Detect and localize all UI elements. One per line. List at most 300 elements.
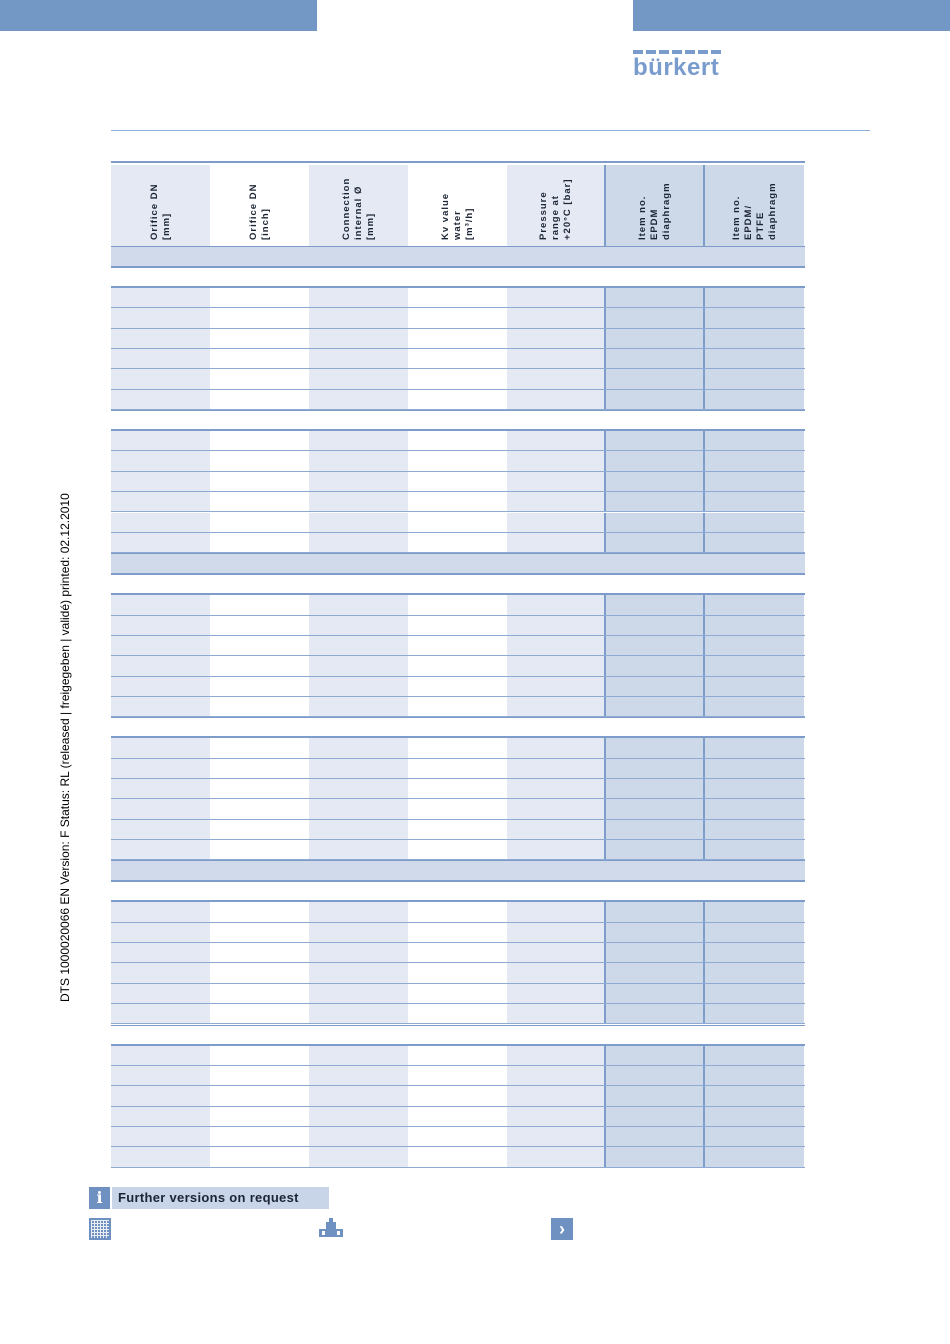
header-rule — [111, 130, 870, 131]
table-cell — [507, 697, 606, 716]
table-cell — [705, 1066, 804, 1085]
table-cell — [507, 1004, 606, 1023]
info-icon: i — [89, 1187, 110, 1209]
table-row — [111, 288, 805, 308]
table-row — [111, 677, 805, 697]
table-cell — [507, 840, 606, 859]
table-cell — [210, 1147, 309, 1166]
table-cell — [507, 1147, 606, 1166]
table-cell — [606, 595, 705, 614]
table-row — [111, 902, 805, 922]
table-cell — [111, 1147, 210, 1166]
table-cell — [507, 1086, 606, 1105]
table-cell — [705, 595, 804, 614]
table-cell — [210, 308, 309, 327]
table-cell — [507, 738, 606, 757]
table-cell — [210, 1046, 309, 1065]
table-cell — [111, 820, 210, 839]
table-cell — [507, 308, 606, 327]
table-cell — [507, 472, 606, 491]
table-cell — [111, 595, 210, 614]
table-cell — [705, 1086, 804, 1105]
table-cell — [606, 1046, 705, 1065]
logo-text: bürkert — [633, 54, 720, 81]
table-cell — [705, 902, 804, 921]
table-cell — [408, 492, 507, 511]
table-cell — [210, 1066, 309, 1085]
table-cell — [408, 1046, 507, 1065]
section-header-row — [111, 860, 805, 881]
table-cell — [309, 329, 408, 348]
table-cell — [111, 697, 210, 716]
table-cell — [507, 799, 606, 818]
table-cell — [111, 943, 210, 962]
table-row — [111, 738, 805, 758]
table-cell — [507, 492, 606, 511]
table-cell — [210, 738, 309, 757]
top-bar-left — [0, 0, 317, 31]
table-cell — [309, 431, 408, 450]
table-cell — [408, 1066, 507, 1085]
table-cell — [111, 369, 210, 388]
table-cell — [507, 349, 606, 368]
table-row — [111, 697, 805, 717]
table-cell — [408, 288, 507, 307]
table-cell — [309, 840, 408, 859]
table-cell — [309, 616, 408, 635]
table-cell — [705, 616, 804, 635]
subsection-row — [111, 1025, 805, 1046]
table-cell — [705, 533, 804, 552]
table-cell — [210, 902, 309, 921]
table-cell — [408, 1127, 507, 1146]
table-cell — [309, 799, 408, 818]
table-cell — [309, 1127, 408, 1146]
subsection-row — [111, 574, 805, 595]
table-cell — [705, 840, 804, 859]
table-cell — [705, 738, 804, 757]
column-header-label: Orifice DN [mm] — [148, 183, 172, 240]
table-cell — [309, 759, 408, 778]
section-header-row — [111, 553, 805, 574]
table-cell — [705, 636, 804, 655]
table-cell — [309, 308, 408, 327]
table-cell — [408, 902, 507, 921]
table-cell — [309, 472, 408, 491]
subsection-row — [111, 717, 805, 738]
table-row — [111, 533, 805, 553]
table-cell — [507, 451, 606, 470]
table-cell — [210, 963, 309, 982]
table-cell — [705, 943, 804, 962]
table-cell — [606, 984, 705, 1003]
table-row — [111, 820, 805, 840]
table-cell — [705, 1004, 804, 1023]
table-cell — [309, 513, 408, 532]
table-cell — [111, 533, 210, 552]
table-cell — [507, 963, 606, 982]
table-row — [111, 1004, 805, 1024]
table-cell — [111, 349, 210, 368]
table-cell — [309, 963, 408, 982]
table-cell — [210, 329, 309, 348]
table-cell — [606, 820, 705, 839]
table-row — [111, 451, 805, 471]
table-cell — [210, 840, 309, 859]
table-cell — [606, 616, 705, 635]
table-cell — [408, 451, 507, 470]
table-cell — [408, 1004, 507, 1023]
subsection-row — [111, 410, 805, 431]
table-cell — [606, 943, 705, 962]
table-cell — [111, 288, 210, 307]
table-row — [111, 308, 805, 328]
table-row — [111, 759, 805, 779]
table-cell — [210, 451, 309, 470]
table-cell — [507, 616, 606, 635]
table-row — [111, 1046, 805, 1066]
table-cell — [309, 595, 408, 614]
table-row — [111, 431, 805, 451]
table-cell — [111, 923, 210, 942]
table-cell — [408, 595, 507, 614]
table-cell — [606, 840, 705, 859]
table-cell — [705, 820, 804, 839]
table-cell — [408, 329, 507, 348]
table-cell — [705, 329, 804, 348]
table-cell — [705, 799, 804, 818]
table-cell — [210, 1004, 309, 1023]
table-cell — [309, 1147, 408, 1166]
table-cell — [606, 1107, 705, 1126]
table-cell — [408, 513, 507, 532]
table-cell — [705, 308, 804, 327]
table-cell — [309, 1046, 408, 1065]
table-cell — [507, 288, 606, 307]
table-cell — [606, 1127, 705, 1146]
table-cell — [408, 759, 507, 778]
table-cell — [309, 1086, 408, 1105]
table-row — [111, 779, 805, 799]
table-cell — [111, 779, 210, 798]
table-cell — [705, 656, 804, 675]
table-cell — [210, 697, 309, 716]
table-row — [111, 1086, 805, 1106]
table-cell — [606, 902, 705, 921]
table-cell — [111, 329, 210, 348]
table-row — [111, 329, 805, 349]
table-cell — [408, 533, 507, 552]
note-bar — [112, 1187, 329, 1209]
table-cell — [309, 984, 408, 1003]
table-cell — [606, 677, 705, 696]
table-cell — [210, 656, 309, 675]
table-cell — [705, 779, 804, 798]
table-cell — [309, 636, 408, 655]
table-cell — [408, 636, 507, 655]
table-cell — [705, 759, 804, 778]
table-cell — [111, 1127, 210, 1146]
table-cell — [408, 1147, 507, 1166]
table-cell — [210, 492, 309, 511]
table-cell — [210, 616, 309, 635]
table-row — [111, 963, 805, 983]
table-row — [111, 472, 805, 492]
table-row — [111, 349, 805, 369]
table-cell — [408, 431, 507, 450]
table-cell — [408, 677, 507, 696]
table-cell — [606, 390, 705, 409]
section-header-row — [111, 246, 805, 267]
column-header — [408, 165, 507, 246]
table-cell — [111, 1086, 210, 1105]
table-cell — [309, 656, 408, 675]
table-cell — [507, 984, 606, 1003]
product-table — [111, 161, 805, 1163]
table-cell — [606, 369, 705, 388]
table-cell — [408, 349, 507, 368]
table-cell — [210, 943, 309, 962]
burkert-logo — [633, 50, 723, 84]
table-cell — [408, 390, 507, 409]
table-cell — [705, 984, 804, 1003]
table-cell — [111, 984, 210, 1003]
table-cell — [210, 799, 309, 818]
note-text: Further versions on request — [118, 1190, 299, 1205]
table-cell — [210, 431, 309, 450]
table-cell — [309, 820, 408, 839]
table-cell — [408, 1086, 507, 1105]
table-cell — [408, 799, 507, 818]
table-cell — [606, 759, 705, 778]
document-status-text: DTS 1000020066 EN Version: F Status: RL (released | freigegeben | validé) printed: 02.12.2010 — [58, 493, 72, 1002]
table-cell — [408, 1107, 507, 1126]
table-row — [111, 1147, 805, 1167]
column-header-label: Connection internal Ø [mm] — [340, 177, 376, 240]
table-cell — [606, 779, 705, 798]
table-cell — [111, 431, 210, 450]
table-cell — [111, 677, 210, 696]
table-cell — [606, 697, 705, 716]
table-cell — [210, 472, 309, 491]
table-cell — [507, 656, 606, 675]
table-cell — [111, 636, 210, 655]
table-cell — [111, 492, 210, 511]
table-cell — [408, 697, 507, 716]
table-cell — [111, 1046, 210, 1065]
grid-icon — [89, 1218, 111, 1240]
table-cell — [309, 1004, 408, 1023]
table-cell — [210, 390, 309, 409]
table-cell — [309, 369, 408, 388]
table-cell — [408, 616, 507, 635]
table-cell — [507, 533, 606, 552]
table-cell — [606, 923, 705, 942]
table-cell — [606, 656, 705, 675]
table-cell — [705, 472, 804, 491]
table-cell — [111, 738, 210, 757]
table-cell — [507, 1066, 606, 1085]
table-cell — [507, 513, 606, 532]
table-row — [111, 369, 805, 389]
table-row — [111, 840, 805, 860]
column-header — [507, 165, 606, 246]
table-cell — [705, 1147, 804, 1166]
table-cell — [408, 472, 507, 491]
table-cell — [210, 1107, 309, 1126]
table-row — [111, 656, 805, 676]
table-cell — [309, 492, 408, 511]
subsection-row — [111, 267, 805, 288]
table-cell — [606, 533, 705, 552]
table-cell — [210, 1127, 309, 1146]
table-cell — [705, 513, 804, 532]
column-header — [111, 165, 210, 246]
table-cell — [408, 308, 507, 327]
table-cell — [606, 963, 705, 982]
column-header-label: Orifice DN [inch] — [247, 183, 271, 240]
table-cell — [408, 840, 507, 859]
table-row — [111, 984, 805, 1004]
table-row — [111, 390, 805, 410]
table-cell — [309, 779, 408, 798]
table-cell — [507, 759, 606, 778]
table-cell — [210, 759, 309, 778]
table-cell — [606, 513, 705, 532]
column-header-label: Item no. EPDM diaphragm — [636, 182, 672, 240]
table-row — [111, 492, 805, 512]
table-cell — [507, 431, 606, 450]
table-cell — [309, 738, 408, 757]
table-cell — [507, 677, 606, 696]
table-row — [111, 1107, 805, 1127]
table-cell — [210, 636, 309, 655]
table-cell — [309, 697, 408, 716]
table-cell — [309, 1107, 408, 1126]
table-cell — [507, 820, 606, 839]
table-cell — [606, 431, 705, 450]
table-cell — [210, 369, 309, 388]
table-cell — [309, 1066, 408, 1085]
table-row — [111, 1127, 805, 1147]
table-cell — [210, 1086, 309, 1105]
column-header — [210, 165, 309, 246]
table-cell — [606, 1066, 705, 1085]
table-cell — [606, 329, 705, 348]
table-cell — [606, 349, 705, 368]
table-row — [111, 595, 805, 615]
table-cell — [606, 636, 705, 655]
table-cell — [111, 390, 210, 409]
arrow-right-icon[interactable]: › — [551, 1218, 573, 1240]
table-cell — [507, 329, 606, 348]
table-cell — [309, 451, 408, 470]
table-cell — [408, 779, 507, 798]
table-cell — [309, 923, 408, 942]
table-cell — [705, 1127, 804, 1146]
table-cell — [606, 472, 705, 491]
top-bar-right — [633, 0, 950, 31]
table-cell — [507, 369, 606, 388]
table-cell — [705, 1107, 804, 1126]
table-row — [111, 513, 805, 533]
table-cell — [408, 923, 507, 942]
table-cell — [705, 1046, 804, 1065]
table-cell — [210, 984, 309, 1003]
table-cell — [507, 923, 606, 942]
table-cell — [111, 656, 210, 675]
table-cell — [210, 677, 309, 696]
table-cell — [705, 431, 804, 450]
table-cell — [606, 1147, 705, 1166]
table-cell — [606, 451, 705, 470]
table-cell — [705, 923, 804, 942]
subsection-row — [111, 881, 805, 902]
table-cell — [408, 656, 507, 675]
table-cell — [606, 492, 705, 511]
table-cell — [210, 779, 309, 798]
table-row — [111, 799, 805, 819]
table-cell — [705, 369, 804, 388]
table-cell — [705, 451, 804, 470]
table-cell — [111, 799, 210, 818]
table-cell — [111, 1066, 210, 1085]
table-cell — [210, 513, 309, 532]
table-cell — [111, 513, 210, 532]
table-cell — [309, 349, 408, 368]
column-header-label: Pressure range at +20°C [bar] — [537, 178, 573, 240]
table-cell — [705, 697, 804, 716]
table-cell — [111, 451, 210, 470]
table-cell — [507, 902, 606, 921]
table-cell — [705, 963, 804, 982]
table-cell — [309, 902, 408, 921]
table-cell — [210, 533, 309, 552]
table-cell — [309, 390, 408, 409]
table-cell — [507, 595, 606, 614]
table-cell — [309, 943, 408, 962]
table-cell — [111, 308, 210, 327]
table-cell — [210, 595, 309, 614]
column-header — [309, 165, 408, 246]
table-header — [111, 165, 805, 246]
table-cell — [606, 738, 705, 757]
table-cell — [507, 943, 606, 962]
table-row — [111, 943, 805, 963]
table-cell — [111, 1004, 210, 1023]
table-cell — [210, 349, 309, 368]
table-cell — [111, 1107, 210, 1126]
table-cell — [606, 1086, 705, 1105]
table-cell — [111, 472, 210, 491]
table-cell — [111, 759, 210, 778]
column-header — [606, 165, 705, 246]
table-cell — [111, 616, 210, 635]
table-cell — [507, 390, 606, 409]
column-header-label: Item no. EPDM/ PTFE diaphragm — [730, 182, 778, 240]
table-cell — [507, 636, 606, 655]
table-cell — [111, 963, 210, 982]
table-cell — [309, 288, 408, 307]
table-cell — [111, 840, 210, 859]
column-header — [705, 165, 804, 246]
table-cell — [309, 533, 408, 552]
table-row — [111, 1066, 805, 1086]
table-cell — [606, 308, 705, 327]
table-row — [111, 616, 805, 636]
table-cell — [606, 1004, 705, 1023]
table-cell — [705, 390, 804, 409]
